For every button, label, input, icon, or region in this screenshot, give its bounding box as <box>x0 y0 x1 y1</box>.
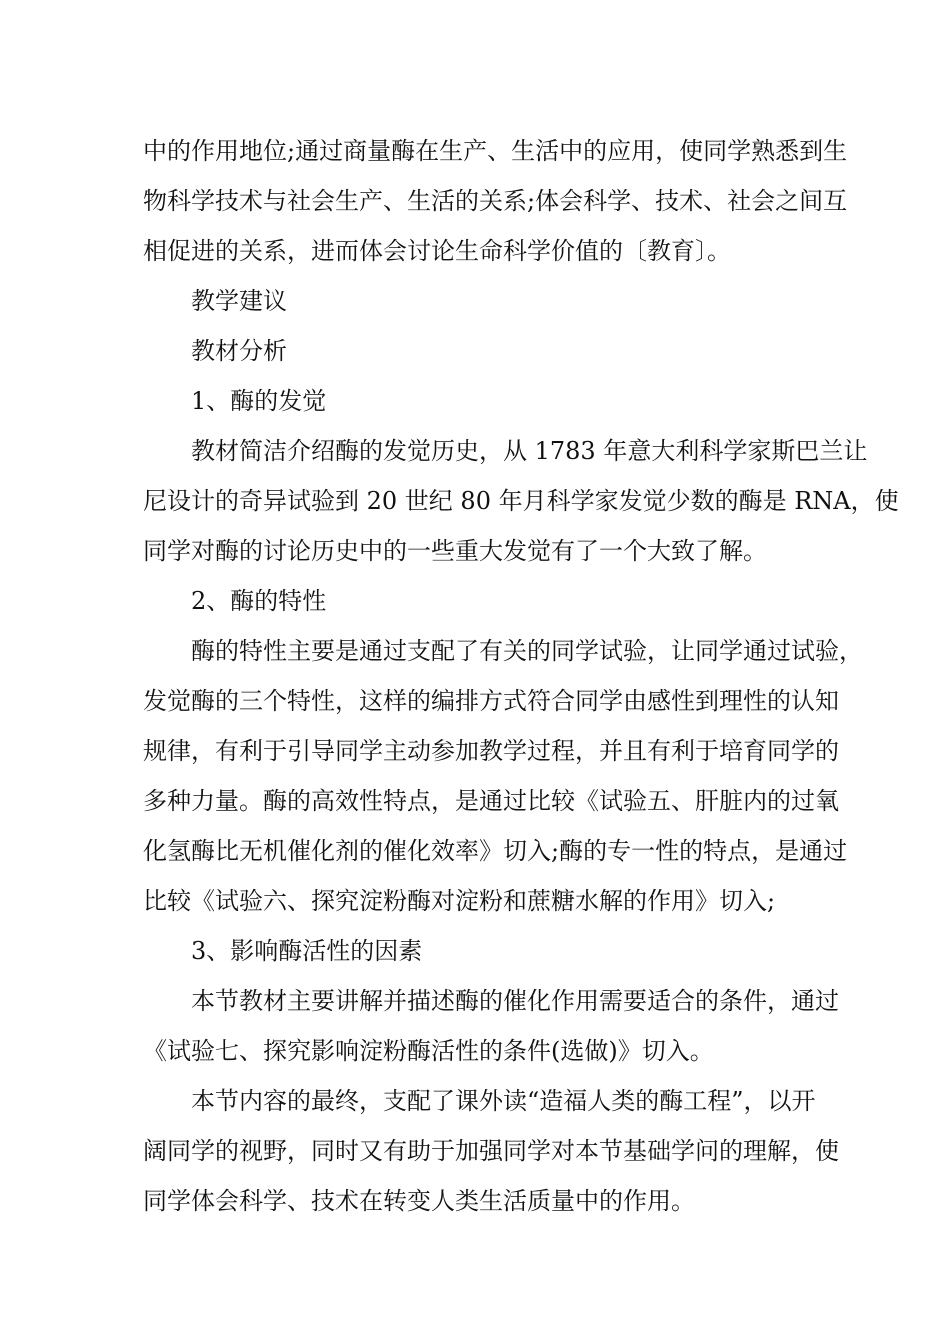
paragraph-line <box>143 626 863 676</box>
line-text: 比较《试验六、探究淀粉酶对淀粉和蔗糖水解的作用》切入; <box>143 887 776 915</box>
line-text: 教材简洁介绍酶的发觉历史，从 1783 年意大利科学家斯巴兰让 <box>191 437 868 465</box>
paragraph-line <box>143 426 868 476</box>
section-heading <box>143 926 813 976</box>
paragraph-line <box>143 526 813 576</box>
paragraph-line <box>143 1126 839 1176</box>
document-body <box>143 126 899 1226</box>
line-text: 阔同学的视野，同时又有助于加强同学对本节基础学问的理解，使 <box>143 1137 839 1165</box>
line-text: 同学对酶的讨论历史中的一些重大发觉有了一个大致了解。 <box>143 537 767 565</box>
section-heading <box>143 576 813 626</box>
heading-text: 3、影响酶活性的因素 <box>191 937 423 965</box>
paragraph-line <box>143 776 839 826</box>
section-heading <box>143 276 813 326</box>
line-text: 发觉酶的三个特性，这样的编排方式符合同学由感性到理性的认知 <box>143 687 839 715</box>
paragraph-line <box>143 726 839 776</box>
paragraph-line <box>143 826 848 876</box>
line-text: 中的作用地位;通过商量酶在生产、生活中的应用，使同学熟悉到生 <box>143 137 848 165</box>
line-text: 酶的特性主要是通过支配了有关的同学试验，让同学通过试验， <box>191 637 863 665</box>
heading-text: 1、酶的发觉 <box>191 387 327 415</box>
line-text: 物科学技术与社会生产、生活的关系;体会科学、技术、社会之间互 <box>143 187 848 215</box>
heading-text: 教学建议 <box>191 287 287 315</box>
paragraph-line <box>143 1176 813 1226</box>
paragraph-line <box>143 976 839 1026</box>
line-text: 本节教材主要讲解并描述酶的催化作用需要适合的条件，通过 <box>191 987 839 1015</box>
line-text: 本节内容的最终，支配了课外读“造福人类的酶工程”，以开 <box>191 1087 816 1115</box>
line-text: 多种力量。酶的高效性特点，是通过比较《试验五、肝脏内的过氧 <box>143 787 839 815</box>
line-text: 尼设计的奇异试验到 20 世纪 80 年月科学家发觉少数的酶是 RNA，使 <box>143 487 899 515</box>
section-heading <box>143 376 813 426</box>
paragraph-line <box>143 476 899 526</box>
paragraph-line <box>143 226 813 276</box>
paragraph-line <box>143 126 848 176</box>
paragraph-line <box>143 1026 813 1076</box>
paragraph-line <box>143 676 839 726</box>
section-heading <box>143 326 813 376</box>
paragraph-line <box>143 876 813 926</box>
line-text: 同学体会科学、技术在转变人类生活质量中的作用。 <box>143 1187 695 1215</box>
line-text: 相促进的关系，进而体会讨论生命科学价值的〔教育〕。 <box>143 237 731 265</box>
paragraph-line <box>143 1076 816 1126</box>
paragraph-line <box>143 176 848 226</box>
line-text: 规律，有利于引导同学主动参加教学过程，并且有利于培育同学的 <box>143 737 839 765</box>
line-text: 化氢酶比无机催化剂的催化效率》切入;酶的专一性的特点，是通过 <box>143 837 848 865</box>
line-text: 《试验七、探究影响淀粉酶活性的条件(选做)》切入。 <box>143 1037 714 1065</box>
heading-text: 2、酶的特性 <box>191 587 327 615</box>
heading-text: 教材分析 <box>191 337 287 365</box>
